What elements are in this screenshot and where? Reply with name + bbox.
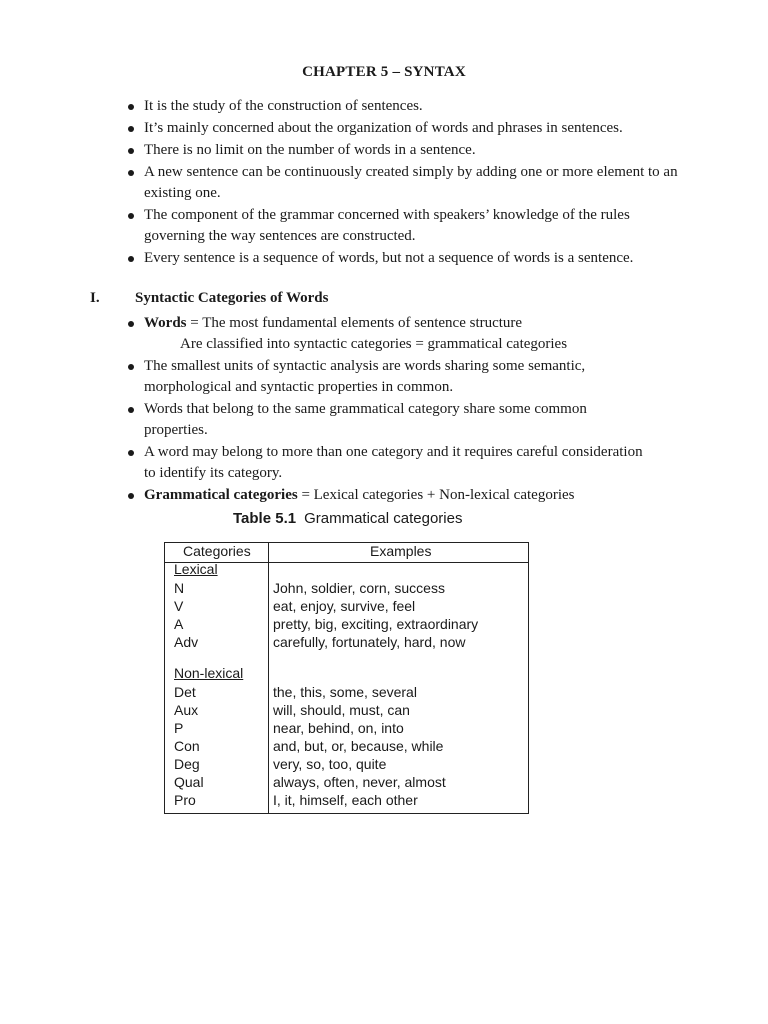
bullet-text: There is no limit on the number of words in a sentence.: [144, 142, 476, 158]
category-cell: P: [174, 720, 184, 736]
list-item: [128, 162, 688, 204]
examples-cell: I, it, himself, each other: [273, 792, 418, 808]
list-item: [128, 205, 688, 247]
term-grammatical-categories: Grammatical categories: [144, 487, 298, 503]
table-row: [165, 738, 528, 756]
list-item: [128, 118, 688, 139]
bullet-icon: [128, 170, 134, 176]
table-row: [165, 580, 528, 598]
bullet-icon: [128, 256, 134, 262]
bullet-text: A word may belong to more than one category and it requires careful consideration to identify its category.: [144, 444, 643, 481]
table-row: [165, 720, 528, 738]
header-divider: [165, 562, 528, 563]
term-words-definition: = The most fundamental elements of sentence structure: [186, 315, 523, 331]
section-bullet-list: [128, 313, 648, 507]
category-cell: V: [174, 598, 184, 614]
list-item: [128, 485, 648, 506]
group-label-non-lexical: Non-lexical: [174, 665, 244, 681]
examples-cell: very, so, too, quite: [273, 756, 387, 772]
grammatical-categories-table: [164, 542, 529, 814]
table-row: [165, 792, 528, 810]
bullet-icon: [128, 321, 134, 327]
bullet-text: It’s mainly concerned about the organization of words and phrases in sentences.: [144, 120, 623, 136]
category-cell: Qual: [174, 774, 204, 790]
bullet-text: Every sentence is a sequence of words, but not a sequence of words is a sentence.: [144, 250, 634, 266]
intro-bullet-list: [128, 96, 688, 270]
page-title: CHAPTER 5 – SYNTAX: [302, 64, 466, 80]
bullet-text: A new sentence can be continuously created simply by adding one or more element to an existing one.: [144, 164, 678, 201]
examples-cell: John, soldier, corn, success: [273, 580, 445, 596]
examples-cell: and, but, or, because, while: [273, 738, 444, 754]
table-row: [165, 774, 528, 792]
examples-cell: near, behind, on, into: [273, 720, 404, 736]
group-label-lexical: Lexical: [174, 561, 218, 577]
list-item: [128, 140, 688, 161]
category-cell: Det: [174, 684, 196, 700]
examples-cell: the, this, some, several: [273, 684, 417, 700]
list-item: [128, 356, 648, 398]
bullet-icon: [128, 104, 134, 110]
category-cell: Con: [174, 738, 200, 754]
column-header-categories: Categories: [183, 543, 251, 559]
examples-cell: pretty, big, exciting, extraordinary: [273, 616, 479, 632]
bullet-icon: [128, 148, 134, 154]
bullet-icon: [128, 450, 134, 456]
category-cell: Aux: [174, 702, 199, 718]
bullet-text: The smallest units of syntactic analysis are words sharing some semantic, morphological and syntactic properties in common.: [144, 358, 586, 395]
table-caption: [233, 510, 462, 527]
bullet-icon: [128, 126, 134, 132]
bullet-text: The component of the grammar concerned with speakers’ knowledge of the rules governing the way sentences are constructed.: [144, 207, 630, 244]
term-gc-definition: = Lexical categories + Non-lexical categories: [297, 487, 575, 503]
category-cell: Deg: [174, 756, 200, 772]
list-item: [128, 442, 648, 484]
bullet-icon: [128, 407, 134, 413]
category-cell: Pro: [174, 792, 196, 808]
table-row: [165, 756, 528, 774]
bullet-text: It is the study of the construction of sentences.: [144, 98, 423, 114]
table-row: [165, 684, 528, 702]
examples-cell: carefully, fortunately, hard, now: [273, 634, 466, 650]
table-row: [165, 616, 528, 634]
list-item: [128, 399, 648, 441]
term-words: Words: [144, 315, 187, 331]
table-row: [165, 702, 528, 720]
bullet-text: Words that belong to the same grammatical category share some common properties.: [144, 401, 587, 438]
bullet-icon: [128, 213, 134, 219]
table-row: [165, 598, 528, 616]
table-caption-text: Grammatical categories: [304, 510, 463, 527]
category-cell: A: [174, 616, 184, 632]
examples-cell: always, often, never, almost: [273, 774, 446, 790]
table-row: [165, 634, 528, 652]
list-item: [128, 313, 648, 355]
section-title: Syntactic Categories of Words: [135, 290, 329, 306]
column-header-examples: Examples: [370, 543, 432, 559]
list-item: [128, 248, 688, 269]
category-cell: N: [174, 580, 185, 596]
section-heading: [90, 290, 328, 307]
table-number: Table 5.1: [233, 510, 297, 527]
examples-cell: will, should, must, can: [273, 702, 410, 718]
bullet-icon: [128, 364, 134, 370]
list-item: [128, 96, 688, 117]
category-cell: Adv: [174, 634, 199, 650]
bullet-icon: [128, 493, 134, 499]
term-words-definition-2: Are classified into syntactic categories = grammatical categories: [180, 336, 568, 352]
examples-cell: eat, enjoy, survive, feel: [273, 598, 416, 614]
section-number: I.: [90, 290, 100, 306]
